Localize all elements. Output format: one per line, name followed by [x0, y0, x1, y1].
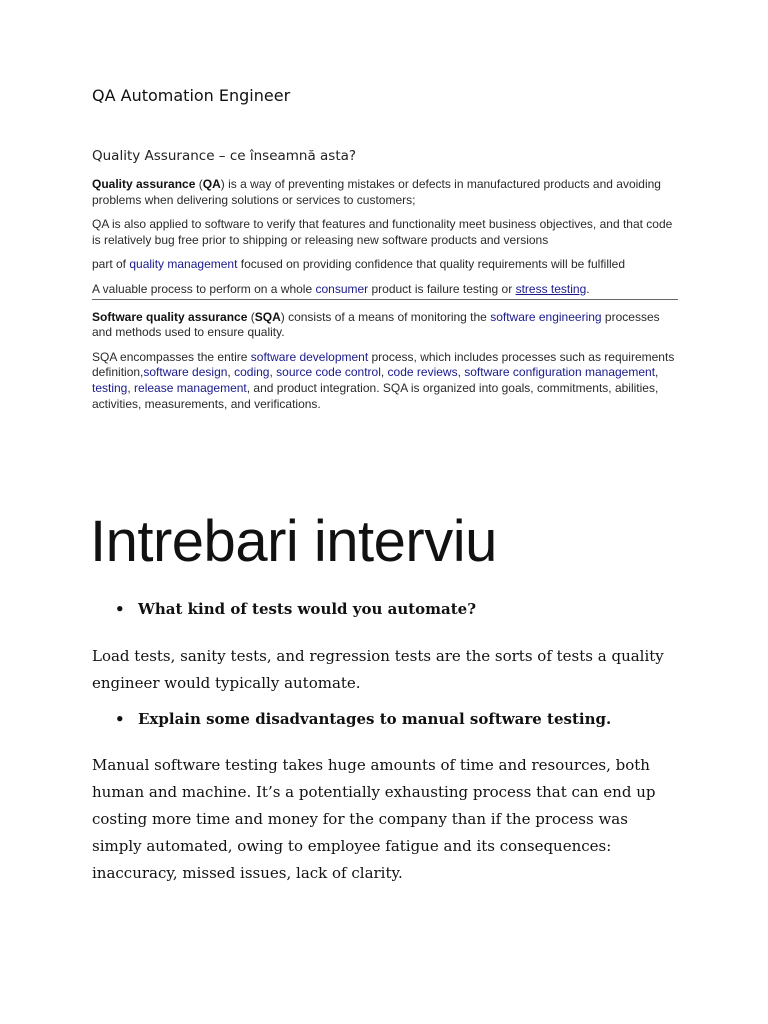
paragraph-sqa-definition: Software quality assurance (SQA) consists of a means of monitoring the software engineering processes and methods used to ensure quality.	[92, 309, 660, 340]
answer-text: Manual software testing takes huge amounts of time and resources, both human and machine. It’s a potentially exhausting process that can end up costing more time and money for the company than if the process was simply automated, owing to employee fatigue and its consequences: inaccuracy, missed issues, lack of clarity.	[92, 756, 656, 882]
paragraph-sqa-scope: SQA encompasses the entire software development process, which includes processes such as requirements definition,software design, coding, source code control, code reviews, software configuration management, testing, release management, and product integration. SQA is organized into goals, commitments, abilities, activities, measurements, and verifications.	[92, 349, 675, 411]
link-code-reviews[interactable]: code reviews	[387, 365, 458, 380]
question-item	[92, 710, 682, 728]
abbr-sqa: SQA	[254, 309, 281, 324]
paragraph-quality-management: part of quality management focused on providing confidence that quality requirements will be fulfilled	[92, 257, 625, 272]
link-source-code-control[interactable]: source code control	[276, 365, 381, 380]
paragraph-failure-testing: A valuable process to perform on a whole consumer product is failure testing or stress testing.	[92, 282, 678, 300]
question-text: What kind of tests would you automate?	[138, 600, 477, 618]
link-software-design[interactable]: software design	[143, 365, 228, 380]
question-item	[92, 600, 682, 618]
section-subtitle: Quality Assurance – ce înseamnă asta?	[92, 148, 357, 164]
term-quality-assurance: Quality assurance	[92, 177, 196, 191]
term-software-quality-assurance: Software quality assurance	[92, 309, 248, 324]
interview-questions-heading: Intrebari interviu	[90, 509, 497, 574]
link-software-engineering[interactable]: software engineering	[490, 309, 602, 324]
link-release-management[interactable]: release management	[134, 380, 247, 395]
link-software-configuration-management[interactable]: software configuration management	[464, 365, 656, 380]
link-stress-testing[interactable]: stress testing	[515, 281, 587, 296]
bullet-icon: •	[115, 710, 125, 728]
link-coding[interactable]: coding	[234, 365, 270, 380]
answer-text: Load tests, sanity tests, and regression tests are the sorts of tests a quality engineer would typically automate.	[92, 647, 664, 692]
link-software-development[interactable]: software development	[250, 349, 369, 364]
paragraph-qa-software: QA is also applied to software to verify that features and functionality meet business objectives, and that code is relatively bug free prior to shipping or releasing new software products and versions	[92, 217, 673, 247]
link-testing[interactable]: testing	[92, 380, 128, 395]
answer-paragraph	[92, 752, 682, 887]
link-consumer[interactable]: consumer	[315, 281, 369, 296]
wiki-excerpt	[92, 177, 682, 421]
question-text: Explain some disadvantages to manual software testing.	[138, 710, 612, 728]
answer-paragraph	[92, 643, 682, 697]
bullet-icon: •	[115, 600, 125, 618]
paragraph-qa-definition: Quality assurance (QA) is a way of preventing mistakes or defects in manufactured products and avoiding problems when delivering solutions or services to customers;	[92, 177, 661, 207]
abbr-qa: QA	[202, 177, 221, 191]
document-title: QA Automation Engineer	[92, 86, 291, 105]
link-quality-management[interactable]: quality management	[129, 257, 238, 272]
